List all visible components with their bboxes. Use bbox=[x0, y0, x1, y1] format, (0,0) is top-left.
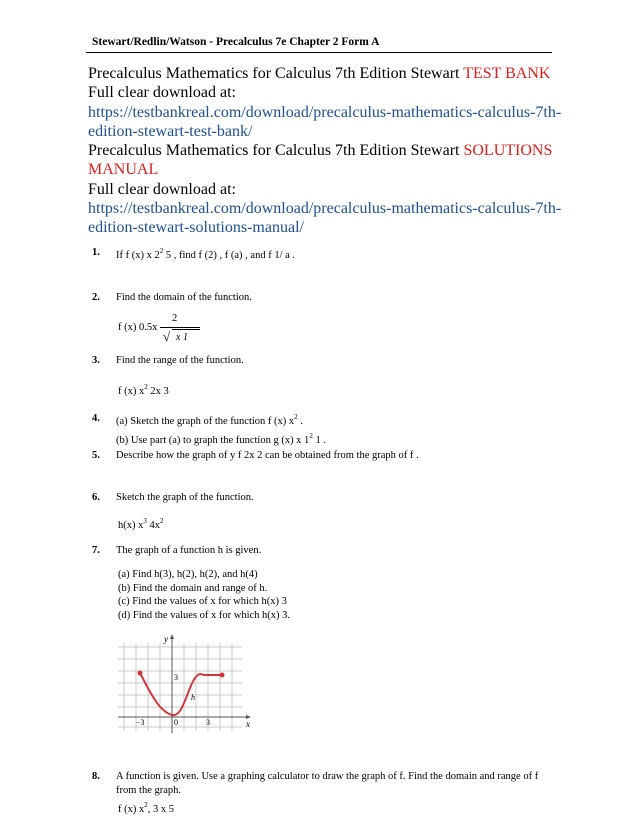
intro-line-3 bbox=[88, 141, 558, 160]
question-2-formula: f (x) 0.5x bbox=[118, 322, 158, 333]
header-rule bbox=[86, 52, 552, 53]
q1-rest: 5 , find f (2) , f (a) , and f 1/ a . bbox=[163, 250, 296, 261]
intro-title-2: Precalculus Mathematics for Calculus 7th Edition Stewart bbox=[88, 142, 464, 160]
question-3-text: Find the range of the function. bbox=[116, 355, 244, 366]
x-axis-label: x bbox=[246, 719, 250, 729]
q4b-end: 1 . bbox=[312, 435, 326, 446]
question-2-number: 2. bbox=[92, 292, 100, 303]
q3-fb: 2x 3 bbox=[147, 386, 169, 397]
q3-sup: 2 bbox=[144, 383, 148, 391]
question-4-number: 4. bbox=[92, 413, 100, 424]
q6-fa: h(x) x bbox=[118, 520, 144, 531]
test-bank-link-a[interactable]: https://testbankreal.com/download/precalculus-mathematics-calculus-7th- bbox=[88, 103, 562, 121]
y-axis-label: y bbox=[164, 634, 168, 644]
question-7-text: The graph of a function h is given. bbox=[116, 545, 262, 556]
question-3-formula bbox=[118, 383, 169, 397]
sqrt-icon: √ bbox=[163, 329, 171, 344]
curve-h bbox=[140, 673, 222, 715]
q8-fa: f (x) x bbox=[118, 804, 145, 815]
q2-frac-numerator: 2 bbox=[172, 313, 178, 324]
solutions-link-b[interactable]: edition-stewart-solutions-manual/ bbox=[88, 219, 304, 237]
q4a-end: . bbox=[297, 416, 303, 427]
q6-sup1: 3 bbox=[143, 517, 147, 525]
question-4a-text bbox=[116, 413, 303, 427]
solutions-link-a[interactable]: https://testbankreal.com/download/precalculus-mathematics-calculus-7th- bbox=[88, 200, 562, 218]
q8-sup: 2 bbox=[144, 801, 148, 809]
question-6-text: Sketch the graph of the function. bbox=[116, 492, 254, 503]
q1-part: If f (x) x 2 bbox=[116, 250, 160, 261]
curve-start-point bbox=[138, 671, 143, 676]
intro-line-4: Full clear download at: bbox=[88, 180, 236, 198]
intro-title-1: Precalculus Mathematics for Calculus 7th Edition Stewart bbox=[88, 65, 464, 82]
tick-label-x3: 3 bbox=[206, 718, 210, 727]
question-8-formula bbox=[118, 801, 174, 815]
question-5-number: 5. bbox=[92, 450, 100, 461]
question-7d: (d) Find the values of x for which h(x) 3. bbox=[118, 610, 291, 621]
question-5-text: Describe how the graph of y f 2x 2 can be obtained from the graph of f . bbox=[116, 450, 419, 461]
intro-line-2: Full clear download at: bbox=[88, 84, 236, 102]
question-8-text-2: from the graph. bbox=[116, 785, 182, 796]
question-1-text bbox=[116, 247, 295, 261]
question-7a: (a) Find h(3), h(2), h(2), and h(4) bbox=[118, 569, 258, 580]
q4b: (b) Use part (a) to graph the function g (x) x 1 bbox=[116, 435, 310, 446]
tick-label-xneg3: −3 bbox=[136, 718, 145, 727]
q2-frac-denominator: x 1 bbox=[176, 332, 188, 343]
q1-sup: 2 bbox=[159, 247, 164, 255]
q2-sqrt-bar bbox=[172, 329, 200, 330]
question-7-number: 7. bbox=[92, 545, 100, 556]
question-7b: (b) Find the domain and range of h. bbox=[118, 583, 268, 594]
intro-block bbox=[88, 64, 562, 238]
question-8-number: 8. bbox=[92, 771, 100, 782]
q3-fa: f (x) x bbox=[118, 386, 145, 397]
test-bank-label: TEST BANK bbox=[463, 65, 551, 82]
q6-fb: 4x bbox=[146, 520, 160, 531]
question-6-number: 6. bbox=[92, 492, 100, 503]
page-header: Stewart/Redlin/Watson - Precalculus 7e Chapter 2 Form A bbox=[92, 36, 380, 48]
test-bank-link-b[interactable]: edition-stewart-test-bank/ bbox=[88, 122, 253, 140]
y-axis-arrow-icon bbox=[170, 634, 174, 639]
question-8-text: A function is given. Use a graphing calculator to draw the graph of f. Find the domain and range of f bbox=[116, 771, 539, 782]
question-3-number: 3. bbox=[92, 355, 100, 366]
solutions-label: SOLUTIONS bbox=[463, 142, 553, 160]
question-1-number: 1. bbox=[92, 247, 100, 258]
question-7c: (c) Find the values of x for which h(x) 3 bbox=[118, 596, 287, 607]
question-2-text: Find the domain of the function. bbox=[116, 292, 252, 303]
curve-label: h bbox=[191, 693, 195, 702]
tick-label-origin: 0 bbox=[174, 718, 178, 727]
question-6-formula bbox=[118, 517, 164, 531]
tick-label-y3: 3 bbox=[174, 673, 178, 682]
function-graph bbox=[118, 633, 258, 733]
q4b-sup: 2 bbox=[309, 432, 313, 440]
curve-end-point bbox=[220, 673, 225, 678]
q2-frac-bar bbox=[160, 327, 200, 328]
manual-label: MANUAL bbox=[88, 161, 159, 179]
q8-fb: , 3 x 5 bbox=[147, 804, 174, 815]
q4a: (a) Sketch the graph of the function f (x) x bbox=[116, 416, 295, 427]
intro-line-1 bbox=[88, 64, 558, 83]
q4a-sup: 2 bbox=[294, 413, 298, 421]
question-4b-text bbox=[116, 432, 326, 446]
q6-sup2: 2 bbox=[160, 517, 164, 525]
